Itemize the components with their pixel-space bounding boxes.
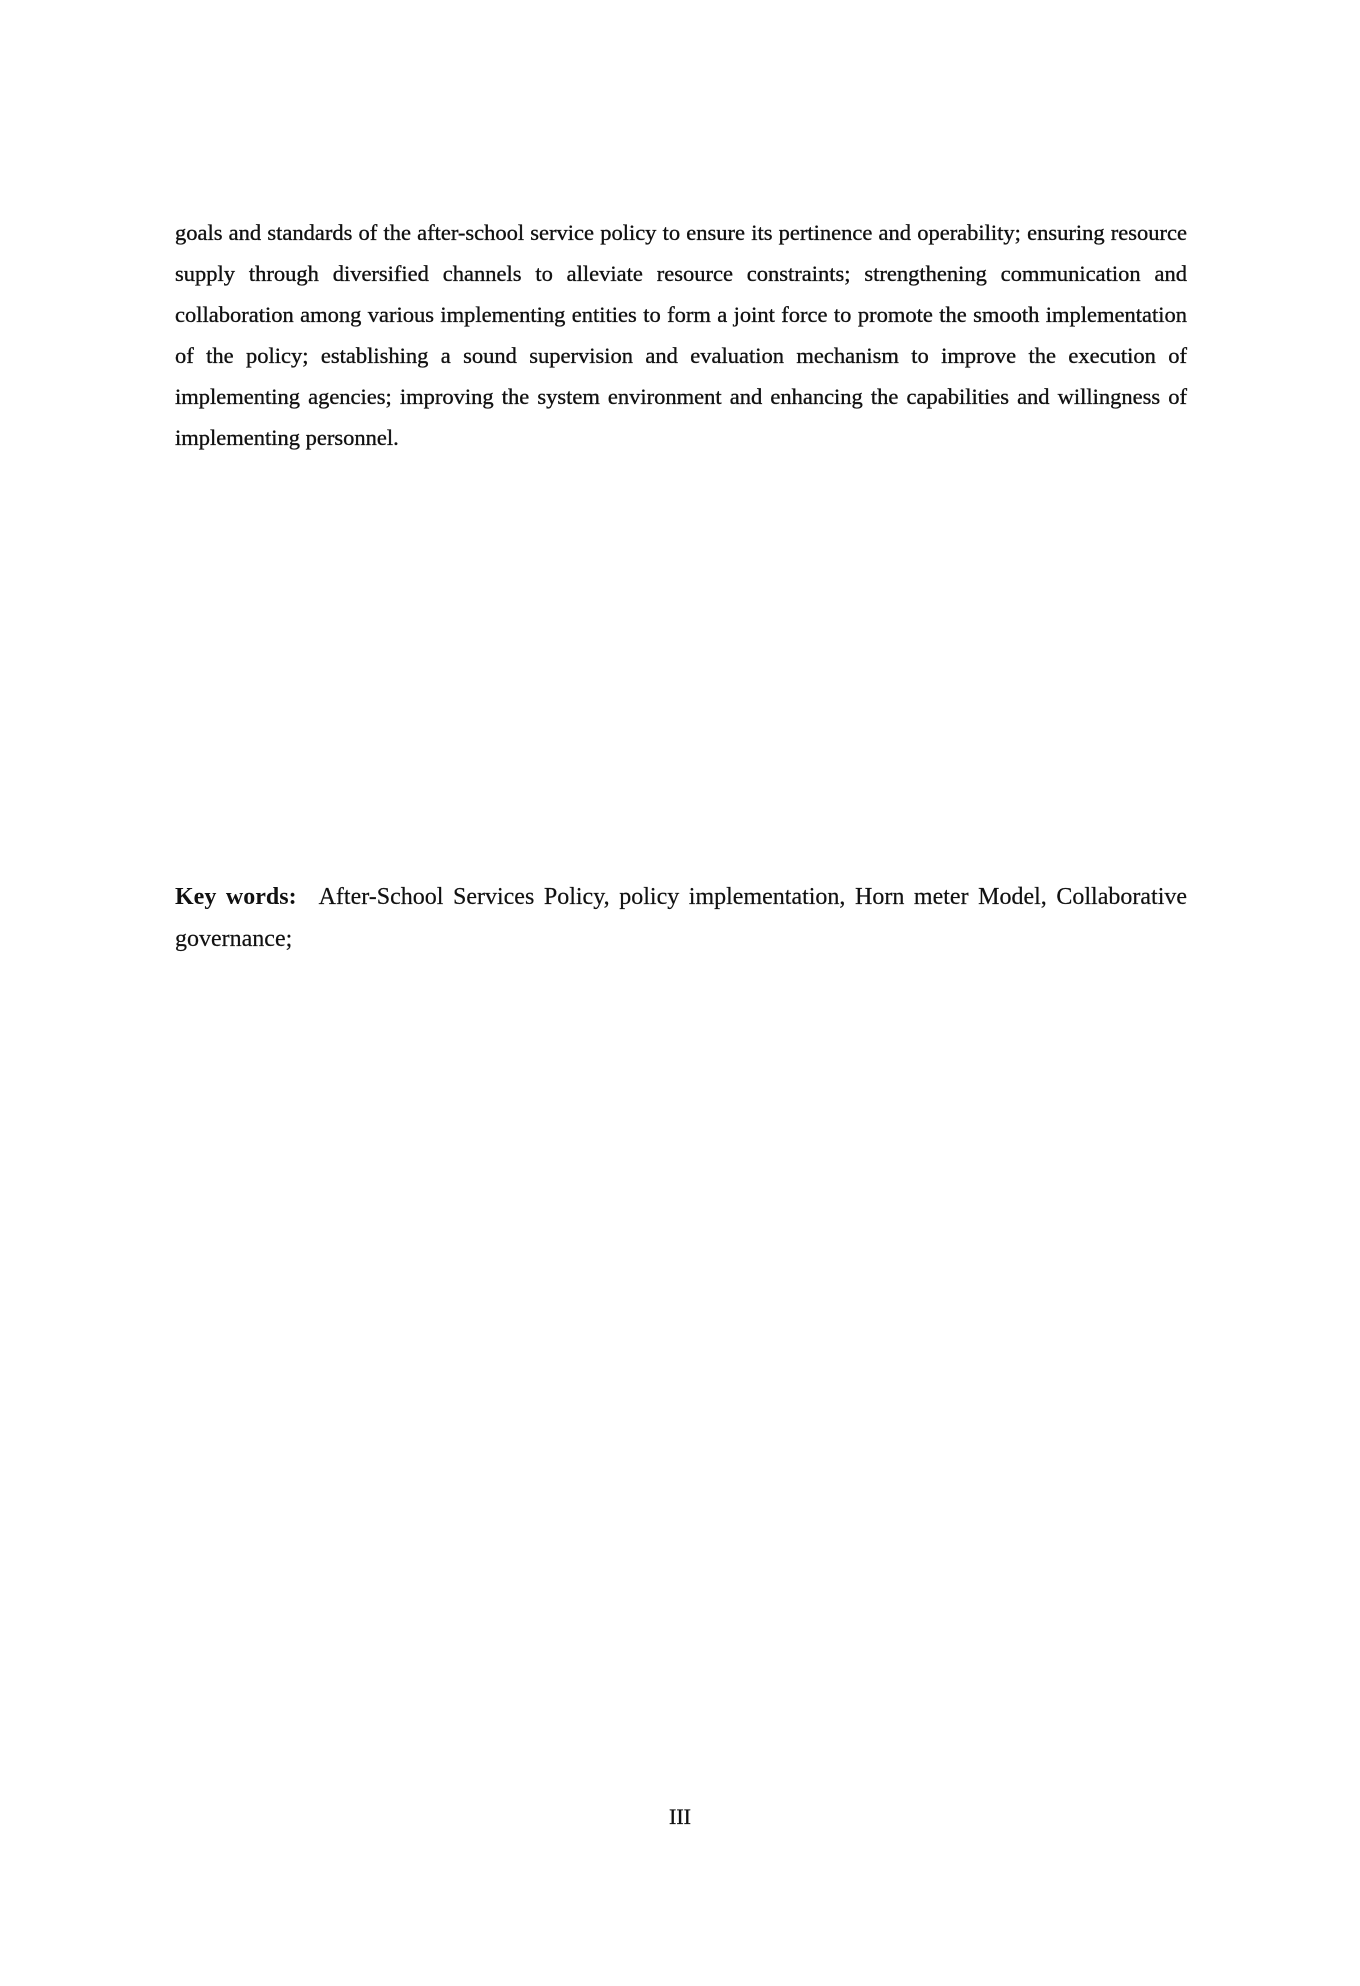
keywords-label: Key words:	[175, 884, 297, 910]
abstract-paragraph: goals and standards of the after-school service policy to ensure its pertinence and operability; ensuring resource supply through diversified channels to alleviate resource constraints; strengthening communication and collaboration among various implementing entities to form a joint force to promote the smooth implementation of the policy; establishing a sound supervision and evaluation mechanism to improve the execution of implementing agencies; improving the system environment and enhancing the capabilities and willingness of implementing personnel.	[175, 220, 1187, 450]
page-number: III	[669, 1804, 691, 1829]
keywords-line	[175, 876, 1187, 960]
keywords-text: After-School Services Policy, policy implementation, Horn meter Model, Collaborative governance;	[175, 884, 1188, 952]
